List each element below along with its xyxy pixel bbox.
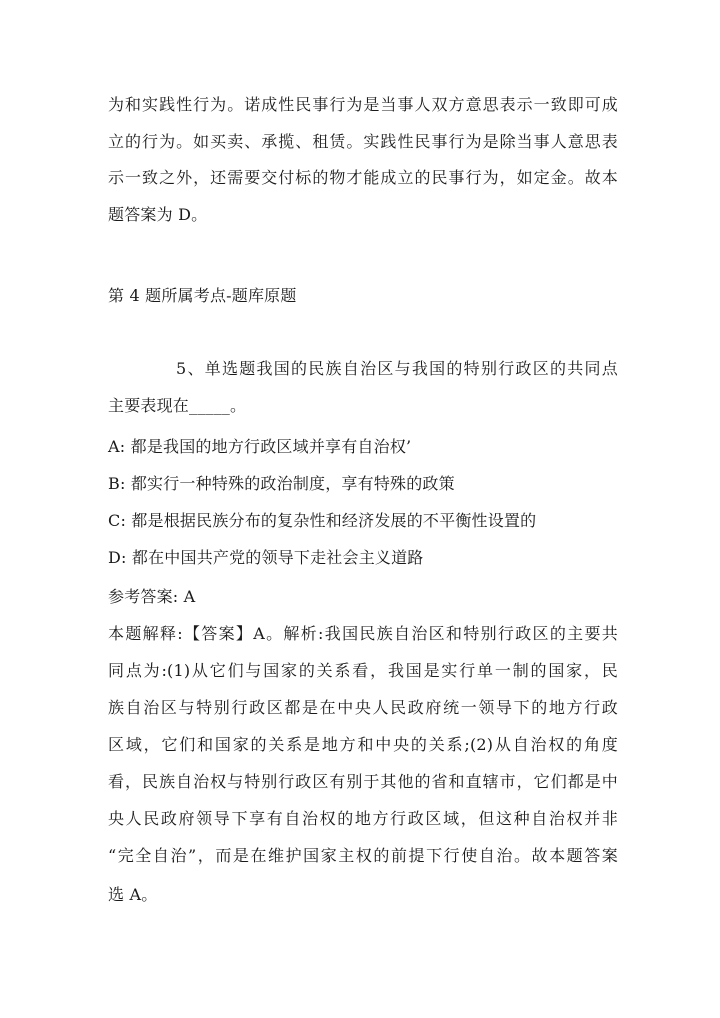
answer-explanation-line: 同点为:(1)从它们与国家的关系看，我国是实行单一制的国家，民 bbox=[108, 661, 618, 680]
reference-answer: 参考答案: A bbox=[108, 587, 196, 606]
answer-explanation-line: “完全自治”，而是在维护国家主权的前提下行使自治。故本题答案 bbox=[108, 846, 618, 865]
explanation-line: 为和实践性行为。诺成性民事行为是当事人双方意思表示一致即可成 bbox=[108, 95, 618, 114]
explanation-line: 题答案为 D。 bbox=[108, 205, 208, 224]
answer-explanation-line: 央人民政府领导下享有自治权的地方行政区域，但这种自治权并非 bbox=[108, 809, 618, 828]
explanation-line: 立的行为。如买卖、承揽、租赁。实践性民事行为是除当事人意思表 bbox=[108, 132, 618, 151]
answer-explanation-line: 看，民族自治权与特别行政区有别于其他的省和直辖市，它们都是中 bbox=[108, 772, 618, 791]
option-b: B: 都实行一种特殊的政治制度，享有特殊的政策 bbox=[108, 474, 455, 493]
question-stem: 5、单选题我国的民族自治区与我国的特别行政区的共同点 bbox=[176, 359, 618, 378]
option-a: A: 都是我国的地方行政区域并享有自治权’ bbox=[108, 437, 412, 456]
question-stem-continued: 主要表现在_____。 bbox=[108, 396, 247, 415]
question-topic: 第 4 题所属考点-题库原题 bbox=[108, 286, 297, 305]
option-c: C: 都是根据民族分布的复杂性和经济发展的不平衡性设置的 bbox=[108, 511, 537, 530]
option-d: D: 都在中国共产党的领导下走社会主义道路 bbox=[108, 548, 424, 567]
explanation-line: 示一致之外，还需要交付标的物才能成立的民事行为，如定金。故本 bbox=[108, 168, 618, 187]
answer-explanation-line: 本题解释:【答案】A。解析:我国民族自治区和特别行政区的主要共 bbox=[108, 624, 618, 643]
answer-explanation-line: 选 A。 bbox=[108, 885, 158, 904]
answer-explanation-line: 区域，它们和国家的关系是地方和中央的关系;(2)从自治权的角度 bbox=[108, 735, 618, 754]
answer-explanation-line: 族自治区与特别行政区都是在中央人民政府统一领导下的地方行政 bbox=[108, 698, 618, 717]
